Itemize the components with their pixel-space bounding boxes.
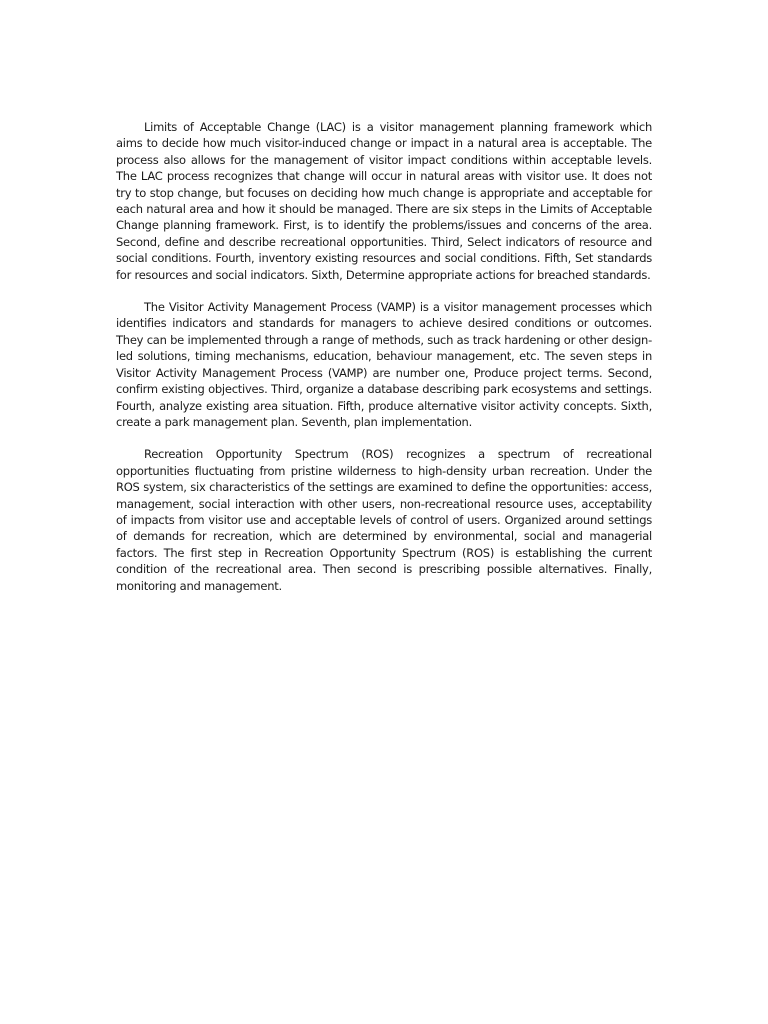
- paragraph-vamp: The Visitor Activity Management Process (VAMP) is a visitor management processes which identifies indicators and standards for managers to achieve desired conditions or outcomes. They can be implemented through a range of methods, such as track hardening or other design-led solutions, timing mechanisms, education, behaviour management, etc. The seven steps in Visitor Activity Management Process (VAMP) are number one, Produce project terms. Second, confirm existing objectives. Third, organize a database describing park ecosystems and settings. Fourth, analyze existing area situation. Fifth, produce alternative visitor activity concepts. Sixth, create a park management plan. Seventh, plan implementation.: [116, 300, 652, 429]
- paragraph-lac: Limits of Acceptable Change (LAC) is a visitor management planning framework which aims to decide how much visitor-induced change or impact in a natural area is acceptable. The process also allows for the management of visitor impact conditions within acceptable levels. The LAC process recognizes that change will occur in natural areas with visitor use. It does not try to stop change, but focuses on deciding how much change is appropriate and acceptable for each natural area and how it should be managed. There are six steps in the Limits of Acceptable Change planning framework. First, is to identify the problems/issues and concerns of the area. Second, define and describe recreational opportunities. Third, Select indicators of resource and social conditions. Fourth, inventory existing resources and social conditions. Fifth, Set standards for resources and social indicators. Sixth, Determine appropriate actions for breached standards.: [116, 120, 652, 282]
- paragraph-ros: Recreation Opportunity Spectrum (ROS) recognizes a spectrum of recreational opportunities fluctuating from pristine wilderness to high-density urban recreation. Under the ROS system, six characteristics of the settings are examined to define the opportunities: access, management, social interaction with other users, non-recreational resource uses, acceptability of impacts from visitor use and acceptable levels of control of users. Organized around settings of demands for recreation, which are determined by environmental, social and managerial factors. The first step in Recreation Opportunity Spectrum (ROS) is establishing the current condition of the recreational area. Then second is prescribing possible alternatives. Finally, monitoring and management.: [116, 447, 652, 593]
- document-body: [116, 119, 652, 610]
